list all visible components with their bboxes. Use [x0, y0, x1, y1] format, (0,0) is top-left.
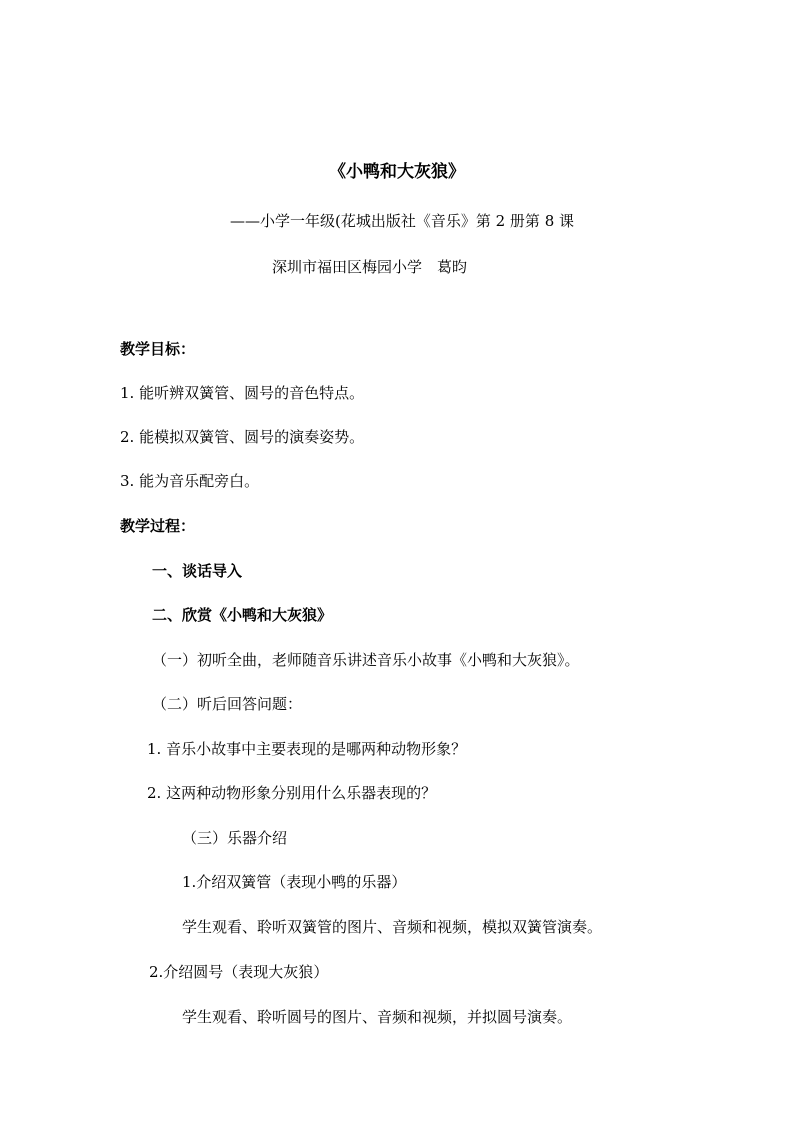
document-subtitle: ——小学一年级(花城出版社《音乐》第 2 册第 8 课 — [230, 212, 575, 230]
section-intro: 一、谈话导入 — [152, 562, 243, 580]
step-instrument-intro: （三）乐器介绍 — [182, 829, 288, 847]
document-author: 深圳市福田区梅园小学 葛昀 — [272, 258, 468, 276]
goal-item-1: 1. 能听辨双簧管、圆号的音色特点。 — [120, 384, 365, 402]
goals-heading: 教学目标： — [120, 340, 196, 358]
instrument-1-title: 1.介绍双簧管（表现小鸭的乐器） — [182, 873, 407, 891]
instrument-2-title: 2.介绍圆号（表现大灰狼） — [149, 963, 329, 981]
section-appreciation: 二、欣赏《小鸭和大灰狼》 — [152, 606, 333, 624]
step-first-listen: （一）初听全曲，老师随音乐讲述音乐小故事《小鸭和大灰狼》。 — [152, 651, 580, 669]
instrument-2-text: 学生观看、聆听圆号的图片、音频和视频，并拟圆号演奏。 — [182, 1008, 573, 1026]
goal-item-3: 3. 能为音乐配旁白。 — [120, 472, 260, 490]
goal-item-2: 2. 能模拟双簧管、圆号的演奏姿势。 — [120, 428, 365, 446]
document-title: 《小鸭和大灰狼》 — [329, 162, 465, 182]
step-answer-questions: （二）听后回答问题： — [152, 695, 303, 713]
instrument-1-text: 学生观看、聆听双簧管的图片、音频和视频，模拟双簧管演奏。 — [182, 918, 603, 936]
question-2: 2. 这两种动物形象分别用什么乐器表现的？ — [147, 784, 437, 802]
question-1: 1. 音乐小故事中主要表现的是哪两种动物形象？ — [147, 740, 467, 758]
process-heading: 教学过程： — [120, 517, 196, 535]
